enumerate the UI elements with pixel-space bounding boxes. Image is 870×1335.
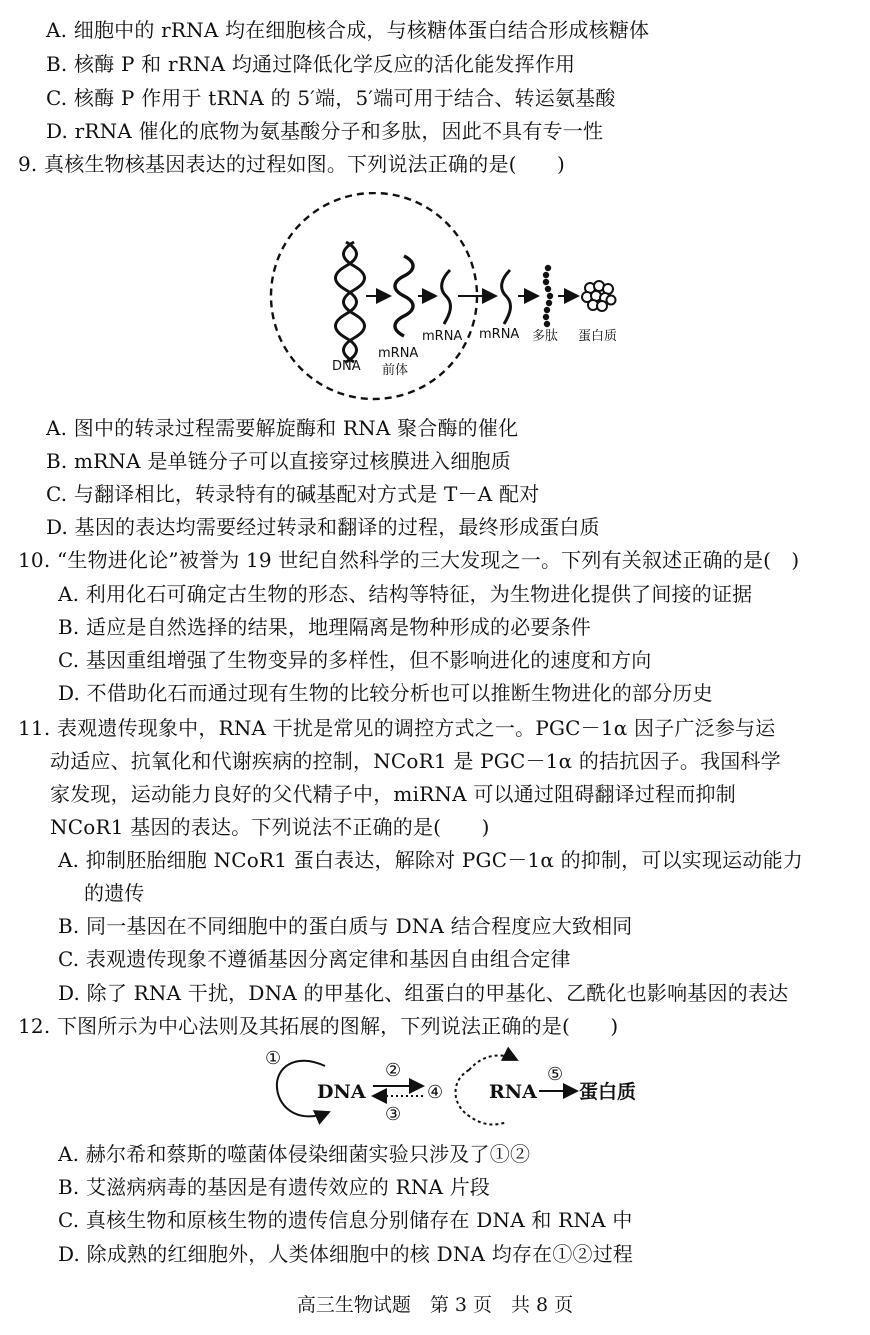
label-rna: RNA <box>489 1081 537 1103</box>
label-3: ③ <box>385 1104 402 1125</box>
q12-option-d: D. 除成熟的红细胞外，人类体细胞中的核 DNA 均存在①②过程 <box>58 1242 634 1266</box>
q11-stem-line-4: NCoR1 基因的表达。下列说法不正确的是( ) <box>50 815 490 839</box>
label-1: ① <box>265 1048 282 1069</box>
label-protein: 蛋白质 <box>578 329 618 344</box>
protein-cluster-icon <box>582 281 616 311</box>
q11-stem-line-1: 11. 表观遗传现象中，RNA 干扰是常见的调控方式之一。PGC－1α 因子广泛参与运 <box>18 716 776 740</box>
q11-option-a-line-2: 的遗传 <box>84 881 145 905</box>
q8-option-c: C. 核酶 P 作用于 tRNA 的 5′端，5′端可用于结合、转运氨基酸 <box>46 86 616 110</box>
q10-option-b: B. 适应是自然选择的结果，地理隔离是物种形成的必要条件 <box>58 615 592 639</box>
q8-option-a: A. 细胞中的 rRNA 均在细胞核合成，与核糖体蛋白结合形成核糖体 <box>46 18 650 42</box>
label-2: ② <box>385 1060 402 1081</box>
page-footer: 高三生物试题 第 3 页 共 8 页 <box>296 1294 574 1316</box>
q11-option-d: D. 除了 RNA 干扰，DNA 的甲基化、组蛋白的甲基化、乙酰化也影响基因的表达 <box>58 981 789 1005</box>
q8-option-d: D. rRNA 催化的底物为氨基酸分子和多肽，因此不具有专一性 <box>46 119 604 143</box>
q10-option-c: C. 基因重组增强了生物变异的多样性，但不影响进化的速度和方向 <box>58 648 652 672</box>
label-peptide: 多肽 <box>532 329 559 344</box>
q11-stem-line-3: 家发现，运动能力良好的父代精子中，miRNA 可以通过阻碍翻译过程而抑制 <box>50 782 736 806</box>
q11-option-c: C. 表观遗传现象不遵循基因分离定律和基因自由组合定律 <box>58 947 571 971</box>
gene-expression-diagram <box>250 192 640 410</box>
cytoplasm-mrna-strand-icon <box>502 270 511 324</box>
q9-option-b: B. mRNA 是单链分子可以直接穿过核膜进入细胞质 <box>46 449 511 473</box>
label-pre-mrna-1: mRNA <box>378 346 419 361</box>
q11-option-a-line-1: A. 抑制胚胎细胞 NCoR1 蛋白表达，解除对 PGC－1α 的抑制，可以实现运动能力 <box>58 848 803 872</box>
q9-option-c: C. 与翻译相比，转录特有的碱基配对方式是 T－A 配对 <box>46 482 540 506</box>
q10-stem: 10. “生物进化论”被誉为 19 世纪自然科学的三大发现之一。下列有关叙述正确的是( ) <box>18 548 800 572</box>
label-pre-mrna-2: 前体 <box>382 363 409 378</box>
q9-option-d: D. 基因的表达均需要经过转录和翻译的过程，最终形成蛋白质 <box>46 515 600 539</box>
polypeptide-chain-icon <box>543 265 553 327</box>
q9-stem: 9. 真核生物核基因表达的过程如图。下列说法正确的是( ) <box>18 152 566 176</box>
q11-stem-line-2: 动适应、抗氧化和代谢疾病的控制，NCoR1 是 PGC－1α 的拮抗因子。我国科学 <box>50 749 781 773</box>
mrna-strand-icon <box>442 270 451 324</box>
q9-option-a: A. 图中的转录过程需要解旋酶和 RNA 聚合酶的催化 <box>46 416 519 440</box>
label-mrna-inside: mRNA <box>422 329 463 344</box>
label-4: ④ <box>427 1082 444 1103</box>
central-dogma-diagram <box>255 1046 655 1130</box>
label-protein: 蛋白质 <box>579 1081 637 1103</box>
q8-option-b: B. 核酶 P 和 rRNA 均通过降低化学反应的活化能发挥作用 <box>46 52 576 76</box>
dna-helix-icon <box>336 242 365 362</box>
q12-stem: 12. 下图所示为中心法则及其拓展的图解，下列说法正确的是( ) <box>18 1014 619 1038</box>
q12-option-b: B. 艾滋病病毒的基因是有遗传效应的 RNA 片段 <box>58 1175 491 1199</box>
label-dna: DNA <box>317 1081 366 1103</box>
q10-option-d: D. 不借助化石而通过现有生物的比较分析也可以推断生物进化的部分历史 <box>58 681 713 705</box>
label-5: ⑤ <box>547 1064 564 1085</box>
q12-option-a: A. 赫尔希和蔡斯的噬菌体侵染细菌实验只涉及了①② <box>58 1142 531 1166</box>
label-dna: DNA <box>332 359 361 374</box>
pre-mrna-strand-icon <box>395 256 413 336</box>
q11-option-b: B. 同一基因在不同细胞中的蛋白质与 DNA 结合程度应大致相同 <box>58 914 633 938</box>
q12-option-c: C. 真核生物和原核生物的遗传信息分别储存在 DNA 和 RNA 中 <box>58 1208 633 1232</box>
label-mrna-outside: mRNA <box>479 327 520 342</box>
q10-option-a: A. 利用化石可确定古生物的形态、结构等特征，为生物进化提供了间接的证据 <box>58 582 753 606</box>
